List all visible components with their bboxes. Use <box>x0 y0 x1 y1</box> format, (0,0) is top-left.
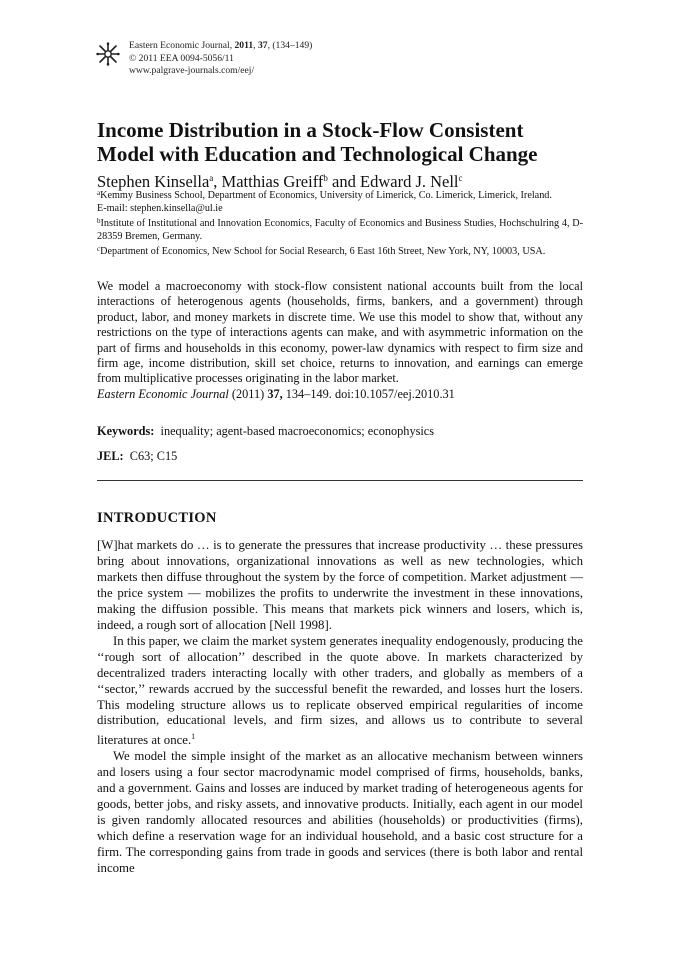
jel-codes: JEL: C63; C15 <box>97 449 178 463</box>
journal-url-link[interactable]: www.palgrave-journals.com/eej/ <box>129 65 255 76</box>
citation-line: Eastern Economic Journal (2011) 37, 134–149. doi:10.1057/eej.2010.31 <box>97 386 455 401</box>
palgrave-star-icon <box>96 42 120 66</box>
section-heading: INTRODUCTION <box>97 510 217 526</box>
affiliation-b: $^b$Institute of Institutional and Innovation Economics, Faculty of Economics and Business Studies, Hochschulring 4, D-28359 Bremen, Germany. <box>97 217 583 243</box>
abstract-text: We model a macroeconomy with stock-flow consistent national accounts built from the local interactions of heterogenous agents (households, firms, bankers, and a government) through product, labor, and money markets in discrete time. We use this model to show that, without any restrictions on the type of interactions agents can make, and with asymmetric information on the part of firms and households in this economy, power-law dynamics with respect to firm size and firm age, income distribution, skill set choice, returns to innovation, and earnings can emerge from multiplicative processes originating in the labor market. <box>97 279 583 386</box>
title-line-2: Model with Education and Technological Change <box>97 142 538 166</box>
affiliation-c: $^c$Department of Economics, New School for Social Research, 6 East 16th Street, New York, NY, 10003, USA. <box>97 245 546 258</box>
paragraph-1: In this paper, we claim the market system generates inequality endogenously, producing the ‘‘rough sort of allocation’’ described in the quote above. In markets characterized by decentralized traders interacting locally with other traders, and globally as members of a ‘‘sector,’’ rewards accrued by the successful benefit the rewarded, and losses hurt the losers. This modeling structure allows us to replicate observed empirical regularities of income distribution, educational levels, and firm sizes, and allows us to contribute to several literatures at once.$^1$ <box>97 633 583 748</box>
article-title <box>97 118 597 166</box>
author-nell: Edward J. Nell <box>360 172 459 191</box>
affiliation-a: $^a$Kemmy Business School, Department of Economics, University of Limerick, Co. Limerick, Limerick, Ireland. <box>97 189 552 201</box>
affiliations <box>97 187 583 258</box>
section-divider <box>97 480 583 481</box>
author-greiff: Matthias Greiff <box>221 172 324 191</box>
doi-text: 134–149. doi:10.1057/eej.2010.31 <box>282 386 455 401</box>
body-text <box>97 538 583 877</box>
title-line-1: Income Distribution in a Stock-Flow Consistent <box>97 118 524 142</box>
author-kinsella: Stephen Kinsella <box>97 172 210 191</box>
paragraph-2: We model the simple insight of the market as an allocative mechanism between winners and losers using a four sector macrodynamic model comprised of firms, households, banks, and a government. Gains and losses are induced by market trading of heterogeneous agents for goods, better jobs, and risky assets, and innovative products. Initially, each agent in our model is given randomly allocated resources and abilities (households) or productivities (firms), which define a reservation wage for an individual household, and a basic cost structure for a firm. The corresponding gains from trade in goods and services (there is both labor and rental income <box>97 749 583 876</box>
author-list: Stephen Kinsella$^a$, Matthias Greiff$^b$ and Edward J. Nell$^c$ <box>97 172 463 191</box>
journal-info <box>129 40 312 78</box>
abstract <box>97 279 583 402</box>
epigraph-quote: [W]hat markets do … is to generate the pressures that increase productivity … these pressures bring about innovations, organizational innovations as well as new technologies, which markets then diffuse throughout the system by the force of competition. Market adjustment — the price system — mobilizes the profits to underwrite the investment in these innovations, making the diffusion possible. This means that markets pick winners and losers, which is, indeed, a rough sort of allocation [Nell 1998]. <box>97 538 583 632</box>
copyright-line: © 2011 EEA 0094-5056/11 <box>129 52 234 64</box>
footnote-marker[interactable]: 1 <box>191 732 196 742</box>
author-email-link[interactable]: E-mail: stephen.kinsella@ul.ie <box>97 203 223 215</box>
keywords: Keywords: inequality; agent-based macroeconomics; econophysics <box>97 424 435 438</box>
journal-citation-line: Eastern Economic Journal, 2011, 37, (134–149) <box>129 40 313 51</box>
